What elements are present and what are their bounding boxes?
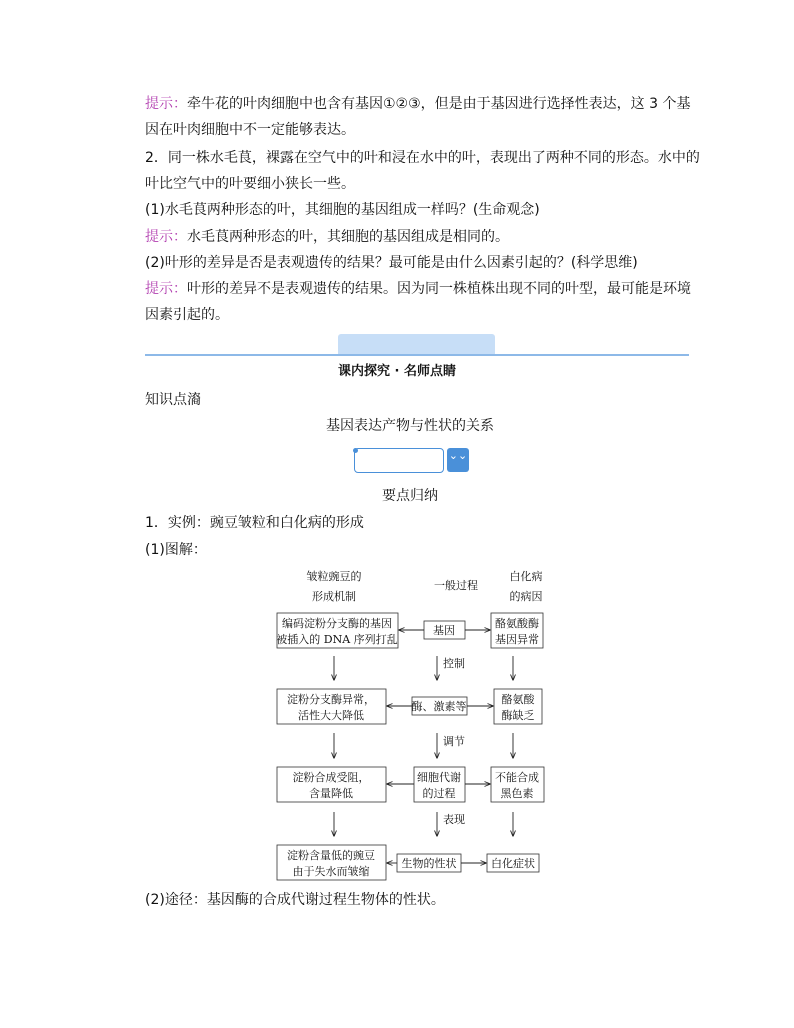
box-left-2-line-2: 活性大大降低 xyxy=(298,709,364,722)
header-right-line-2: 的病因 xyxy=(509,590,543,603)
box-mid-4-text: 生物的性状 xyxy=(401,857,457,870)
topic-title: 基因表达产物与性状的关系 xyxy=(326,418,494,434)
arrow-label-regulate: 调节 xyxy=(443,735,465,748)
header-left-line-2: 形成机制 xyxy=(312,590,356,603)
header-mid: 一般过程 xyxy=(434,579,478,592)
hint-text: 叶形的差异不是表观遗传的结果。因为同一株植株出现不同的叶型，最可能是环境 xyxy=(187,281,691,297)
hint-text: 牵牛花的叶肉细胞中也含有基因①②③，但是由于基因进行选择性表达，这 3 个基 xyxy=(187,96,691,112)
box-right-2-line-2: 酶缺乏 xyxy=(501,709,535,722)
hint-paragraph-3-cont: 因素引起的。 xyxy=(145,307,229,323)
box-mid-3-line-2: 的过程 xyxy=(422,787,456,800)
question-2: 2．同一株水毛茛，裸露在空气中的叶和浸在水中的叶，表现出了两种不同的形态。水中的 xyxy=(145,150,700,166)
box-mid-1-text: 基因 xyxy=(433,624,455,637)
item-1: 1．实例：豌豆皱粒和白化病的形成 xyxy=(145,515,364,531)
arrow-label-express: 表现 xyxy=(443,813,465,826)
item-2: (2)途径：基因酶的合成代谢过程生物体的性状。 xyxy=(145,892,445,908)
box-mid-3-line-1: 细胞代谢 xyxy=(417,771,461,784)
box-left-4-line-1: 淀粉含量低的豌豆 xyxy=(287,849,375,862)
question-2-cont: 叶比空气中的叶要细小狭长一些。 xyxy=(145,176,355,192)
section-title: 课内探究 · 名师点睛 xyxy=(338,364,456,379)
box-left-1-line-1: 编码淀粉分支酶的基因 xyxy=(282,617,392,630)
double-chevron-down-icon: ⌄⌄ xyxy=(447,448,469,472)
key-points-heading: 要点归纳 xyxy=(382,488,438,504)
hint-label: 提示： xyxy=(145,281,187,297)
box-right-3-line-1: 不能合成 xyxy=(495,771,539,784)
box-right-1-line-1: 酪氨酸酶 xyxy=(495,617,539,630)
hint-label: 提示： xyxy=(145,96,187,112)
knowledge-point-label: 知识点㵝 xyxy=(145,392,201,408)
box-right-1-line-2: 基因异常 xyxy=(495,633,539,646)
hint-text: 水毛茛两种形态的叶，其细胞的基因组成是相同的。 xyxy=(187,229,509,245)
box-mid-2-text: 酶、激素等 xyxy=(411,700,467,713)
box-right-3-line-2: 黑色素 xyxy=(500,787,534,800)
box-right-4-text: 白化症状 xyxy=(491,857,535,870)
arrow-label-control: 控制 xyxy=(443,657,465,670)
hint-paragraph-1-cont: 因在叶肉细胞中不一定能够表达。 xyxy=(145,122,355,138)
header-left-line-1: 皱粒豌豆的 xyxy=(306,570,362,583)
box-left-4-line-2: 由于失水而皱缩 xyxy=(292,865,370,878)
question-2-sub-2: (2)叶形的差异是否是表观遗传的结果？最可能是由什么因素引起的？(科学思维) xyxy=(145,255,638,271)
box-left-3-line-2: 含量降低 xyxy=(309,787,353,800)
box-left-2-line-1: 淀粉分支酶异常， xyxy=(287,693,375,706)
box-left-1-line-2: 被插入的 DNA 序列打乱 xyxy=(276,633,398,646)
header-right-line-1: 白化病 xyxy=(509,570,543,583)
box-left-3-line-1: 淀粉合成受阻， xyxy=(292,771,370,784)
question-2-sub-1: (1)水毛茛两种形态的叶，其细胞的基因组成一样吗？(生命观念) xyxy=(145,202,540,218)
item-1-sub: (1)图解： xyxy=(145,542,207,558)
hint-label: 提示： xyxy=(145,229,187,245)
box-right-2-line-1: 酪氨酸 xyxy=(501,693,535,706)
